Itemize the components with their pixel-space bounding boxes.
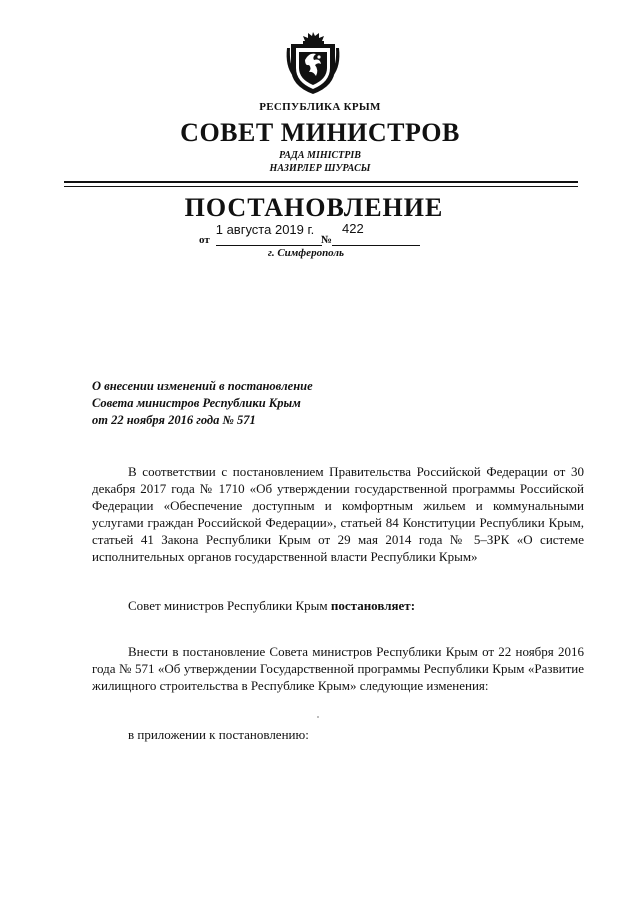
number-underline [332, 245, 420, 246]
date-label: от [199, 234, 210, 246]
decree-number: 422 [342, 221, 364, 236]
number-label: № [321, 234, 333, 246]
document-type-title: ПОСТАНОВЛЕНИЕ [184, 193, 444, 222]
council-name-crimean-tatar: НАЗИРЛЕР ШУРАСЫ [269, 163, 371, 174]
coat-of-arms-icon [285, 30, 341, 96]
amendment-paragraph: Внести в постановление Совета министров Республики Крым от 22 ноября 2016 года № 571 «Об утверждении Государственной программы Республики Крым «Развитие жилищного строительства в Республике Крым» следующие изменения: [92, 644, 584, 693]
resolution-paragraph [92, 597, 584, 614]
header-rule-thick [64, 181, 578, 183]
council-name-ukrainian: РАДА МІНІСТРІВ [279, 150, 361, 161]
date-underline [216, 245, 322, 246]
decree-subject [92, 378, 313, 429]
header-rule-thin [64, 186, 578, 187]
city-name: г. Симферополь [267, 247, 345, 259]
resolution-keyword: постановляет: [330, 598, 416, 613]
republic-name: РЕСПУБЛИКА КРЫМ [259, 101, 381, 113]
decree-date: 1 августа 2019 г. [215, 222, 315, 237]
subject-line-1: О внесении изменений в постановление [92, 379, 313, 393]
resolution-text: Совет министров Республики Крым [128, 598, 331, 613]
preamble-paragraph: В соответствии с постановлением Правительства Российской Федерации от 30 декабря 2017 года № 1710 «Об утверждении государственной программы Российской Федерации «Обеспечение доступным и комфортным жильем и коммунальными услугами граждан Российской Федерации», статьей 84 Конституции Республики Крым, статьей 41 Закона Республики Крым от 29 мая 2014 года № 5–ЗРК «О системе исполнительных органов государственной власти Республики Крым» [92, 464, 584, 564]
subject-line-2: Совета министров Республики Крым [92, 396, 301, 410]
council-name: СОВЕТ МИНИСТРОВ [180, 118, 460, 147]
subject-line-3: от 22 ноября 2016 года № 571 [92, 413, 256, 427]
appendix-paragraph: в приложении к постановлению: [128, 727, 309, 742]
speck [317, 716, 319, 718]
